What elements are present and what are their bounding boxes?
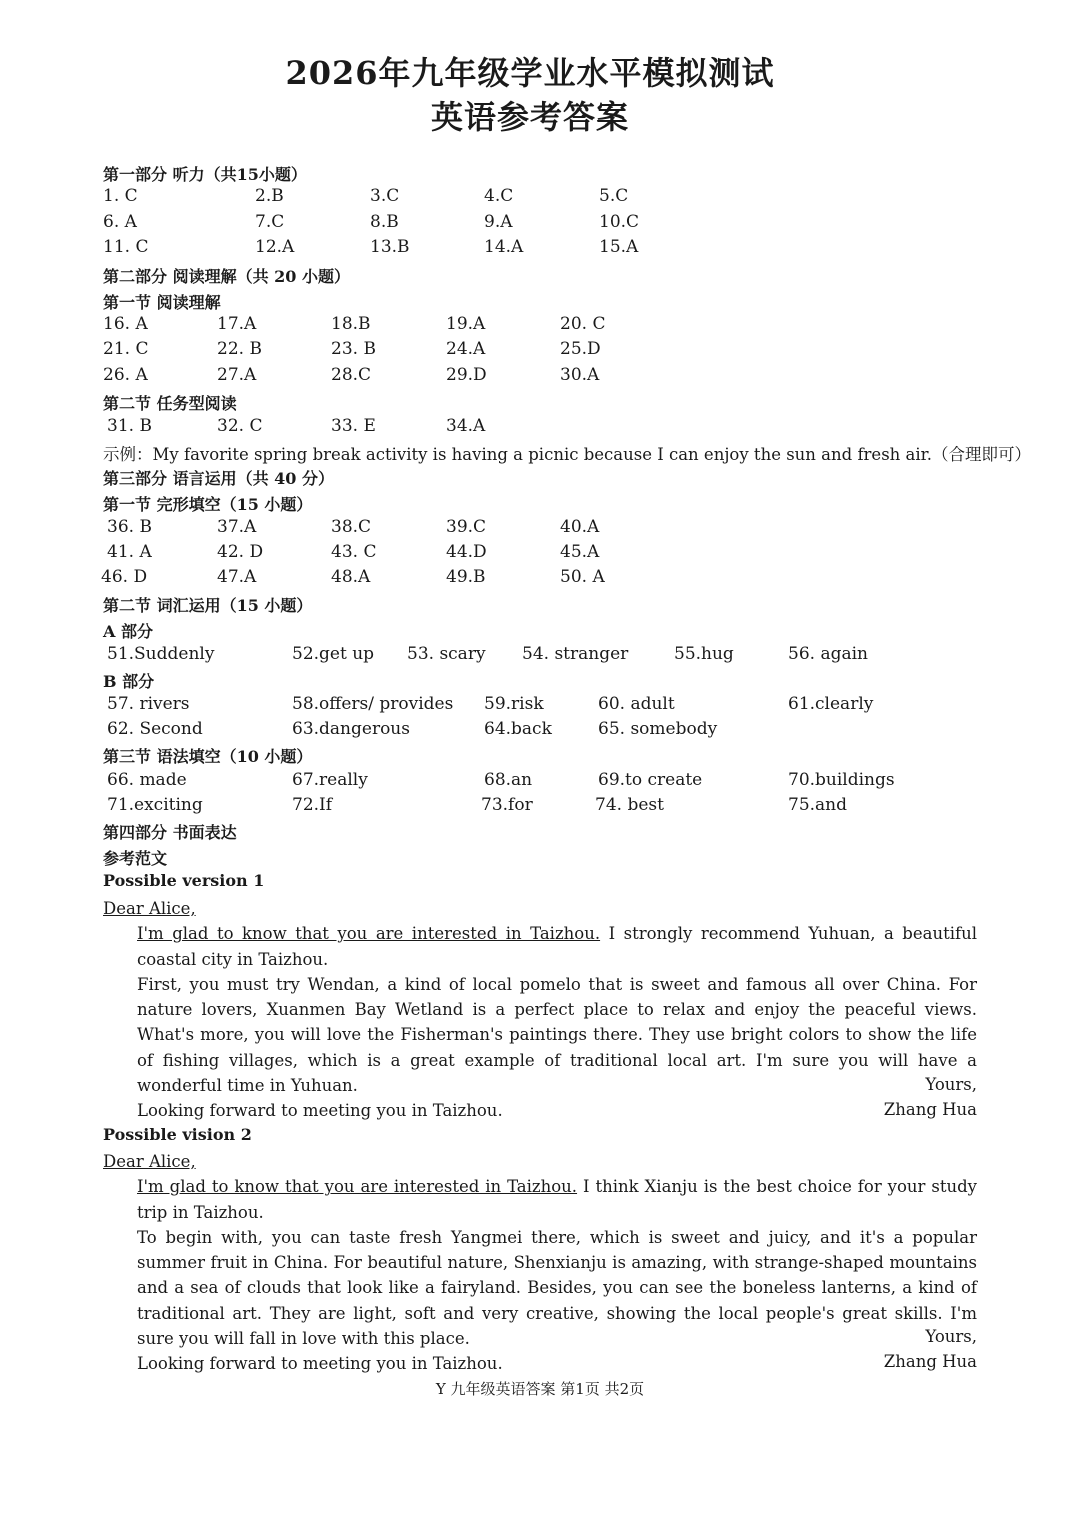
answer: 43. C: [331, 542, 377, 562]
answer: 37.A: [217, 517, 257, 537]
answer: 56. again: [788, 644, 868, 664]
letter-opening: [103, 1174, 977, 1225]
answer: 41. A: [107, 542, 152, 562]
answer: 11. C: [103, 237, 149, 257]
answer: 65. somebody: [598, 719, 718, 739]
answer: 26. A: [103, 365, 148, 385]
letter-opening: [103, 921, 977, 972]
answer: 23. B: [331, 339, 376, 359]
answer: 54. stranger: [522, 644, 629, 664]
answer: 15.A: [599, 237, 639, 257]
answer: 2.B: [255, 186, 284, 206]
sample-essay-label: 参考范文: [103, 849, 168, 868]
answer: 17.A: [217, 314, 257, 334]
opening-rest: I think Xianju is the best choice for your study trip in Taizhou.: [137, 1177, 977, 1222]
letter-body: First, you must try Wendan, a kind of local pomelo that is sweet and famous all over China. For nature lovers, Xuanmen Bay Wetland is a perfect place to relax and enjoy the peaceful views. What's more, you will love the Fisherman's paintings there. They use bright colors to show the life of fishing villages, which is a great example of traditional local art. I'm sure you will have a wonderful time in Yuhuan.: [137, 974, 977, 1096]
answer: 42. D: [217, 542, 264, 562]
answer: 4.C: [484, 186, 514, 206]
answer: 36. B: [107, 517, 152, 537]
version1-letter: [103, 896, 977, 1124]
version1-label: Possible version 1: [103, 871, 265, 890]
answer: 24.A: [446, 339, 486, 359]
answer: 51.Suddenly: [107, 644, 215, 664]
answer: 53. scary: [407, 644, 486, 664]
letter-closing: Looking forward to meeting you in Taizhou.: [137, 1354, 503, 1374]
answer: 16. A: [103, 314, 148, 334]
part3-sec1-heading: 第一节 完形填空（15 小题）: [103, 495, 313, 514]
answer: 7.C: [255, 212, 285, 232]
part2-sec1-heading: 第一节 阅读理解: [103, 293, 221, 312]
answer: 74. best: [595, 795, 664, 815]
answer: 3.C: [370, 186, 400, 206]
answer: 55.hug: [674, 644, 734, 664]
answer: 31. B: [107, 416, 152, 436]
answer: 5.C: [599, 186, 629, 206]
answer: 12.A: [255, 237, 295, 257]
answer: 73.for: [481, 795, 533, 815]
page-subtitle: 英语参考答案: [430, 98, 629, 136]
answer: 75.and: [788, 795, 848, 815]
answer: 13.B: [370, 237, 410, 257]
answer: 57. rivers: [107, 694, 190, 714]
answer: 18.B: [331, 314, 371, 334]
page-title: 2026年九年级学业水平模拟测试: [285, 54, 775, 92]
answer: 9.A: [484, 212, 513, 232]
answer: 8.B: [370, 212, 399, 232]
answer: 39.C: [446, 517, 487, 537]
answer: 44.D: [446, 542, 487, 562]
answer: 67.really: [292, 770, 368, 790]
part2-sec2-heading: 第二节 任务型阅读: [103, 394, 237, 413]
answer: 66. made: [107, 770, 187, 790]
answer: 32. C: [217, 416, 263, 436]
answer: 49.B: [446, 567, 486, 587]
opening-underlined: I'm glad to know that you are interested in Taizhou.: [137, 1177, 578, 1197]
answer: 21. C: [103, 339, 149, 359]
answer: 20. C: [560, 314, 606, 334]
section-a-label: A 部分: [103, 622, 153, 641]
part3-sec3-heading: 第三节 语法填空（10 小题）: [103, 747, 313, 766]
opening-rest: I strongly recommend Yuhuan, a beautiful coastal city in Taizhou.: [137, 924, 977, 969]
answer: 69.to create: [598, 770, 703, 790]
answer: 48.A: [331, 567, 371, 587]
answer: 64.back: [484, 719, 552, 739]
opening-underlined: I'm glad to know that you are interested in Taizhou.: [137, 924, 601, 944]
answer: 22. B: [217, 339, 262, 359]
answer: 33. E: [331, 416, 376, 436]
letter-signoff: Yours,: [925, 1075, 977, 1094]
answer: 61.clearly: [788, 694, 874, 714]
letter-closing: Looking forward to meeting you in Taizhou.: [137, 1101, 503, 1121]
section-b-label: B 部分: [103, 672, 155, 691]
answer: 40.A: [560, 517, 600, 537]
answer: 27.A: [217, 365, 257, 385]
answer: 28.C: [331, 365, 372, 385]
answer: 38.C: [331, 517, 372, 537]
answer: 47.A: [217, 567, 257, 587]
answer: 25.D: [560, 339, 601, 359]
answer: 10.C: [599, 212, 640, 232]
answer: 72.If: [292, 795, 333, 815]
answer: 30.A: [560, 365, 600, 385]
part2-heading: 第二部分 阅读理解（共 20 小题）: [103, 267, 350, 286]
answer: 62. Second: [107, 719, 203, 739]
version2-label: Possible vision 2: [103, 1125, 252, 1144]
answer: 29.D: [446, 365, 487, 385]
answer: 34.A: [446, 416, 486, 436]
part4-heading: 第四部分 书面表达: [103, 823, 237, 842]
page-footer: Y 九年级英语答案 第1页 共2页: [435, 1380, 645, 1398]
part3-heading: 第三部分 语言运用（共 40 分）: [103, 469, 334, 488]
answer: 1. C: [103, 186, 138, 206]
part1-heading: 第一部分 听力（共15小题）: [103, 165, 307, 184]
answer: 19.A: [446, 314, 486, 334]
answer: 52.get up: [292, 644, 375, 664]
answer: 71.exciting: [107, 795, 203, 815]
answer: 59.risk: [484, 694, 544, 714]
example-sentence: 示例：My favorite spring break activity is having a picnic because I can enjoy the sun and fresh air.（合理即可）: [103, 445, 1031, 464]
answer: 14.A: [484, 237, 524, 257]
answer: 68.an: [484, 770, 533, 790]
letter-greeting: Dear Alice,: [103, 899, 196, 918]
part3-sec2-heading: 第二节 词汇运用（15 小题）: [103, 596, 313, 615]
answer: 6. A: [103, 212, 137, 232]
answer: 45.A: [560, 542, 600, 562]
answer: 46. D: [101, 567, 148, 587]
letter-signature: Zhang Hua: [883, 1100, 977, 1119]
answer: 70.buildings: [788, 770, 895, 790]
letter-signoff: Yours,: [925, 1327, 977, 1346]
letter-signature: Zhang Hua: [883, 1352, 977, 1371]
letter-body: To begin with, you can taste fresh Yangmei there, which is sweet and juicy, and it's a popular summer fruit in China. For beautiful nature, Shenxianju is amazing, with strange-shaped mountains and a sea of clouds that look like a fairyland. Besides, you can see the boneless lanterns, a kind of traditional art. They are light, soft and very creative, showing the local people's great skills. I'm sure you will fall in love with this place.: [137, 1227, 977, 1349]
version2-letter: [103, 1149, 977, 1377]
answer: 63.dangerous: [292, 719, 410, 739]
answer: 60. adult: [598, 694, 675, 714]
answer: 50. A: [560, 567, 605, 587]
answer: 58.offers/ provides: [292, 694, 454, 714]
letter-greeting: Dear Alice,: [103, 1152, 196, 1171]
